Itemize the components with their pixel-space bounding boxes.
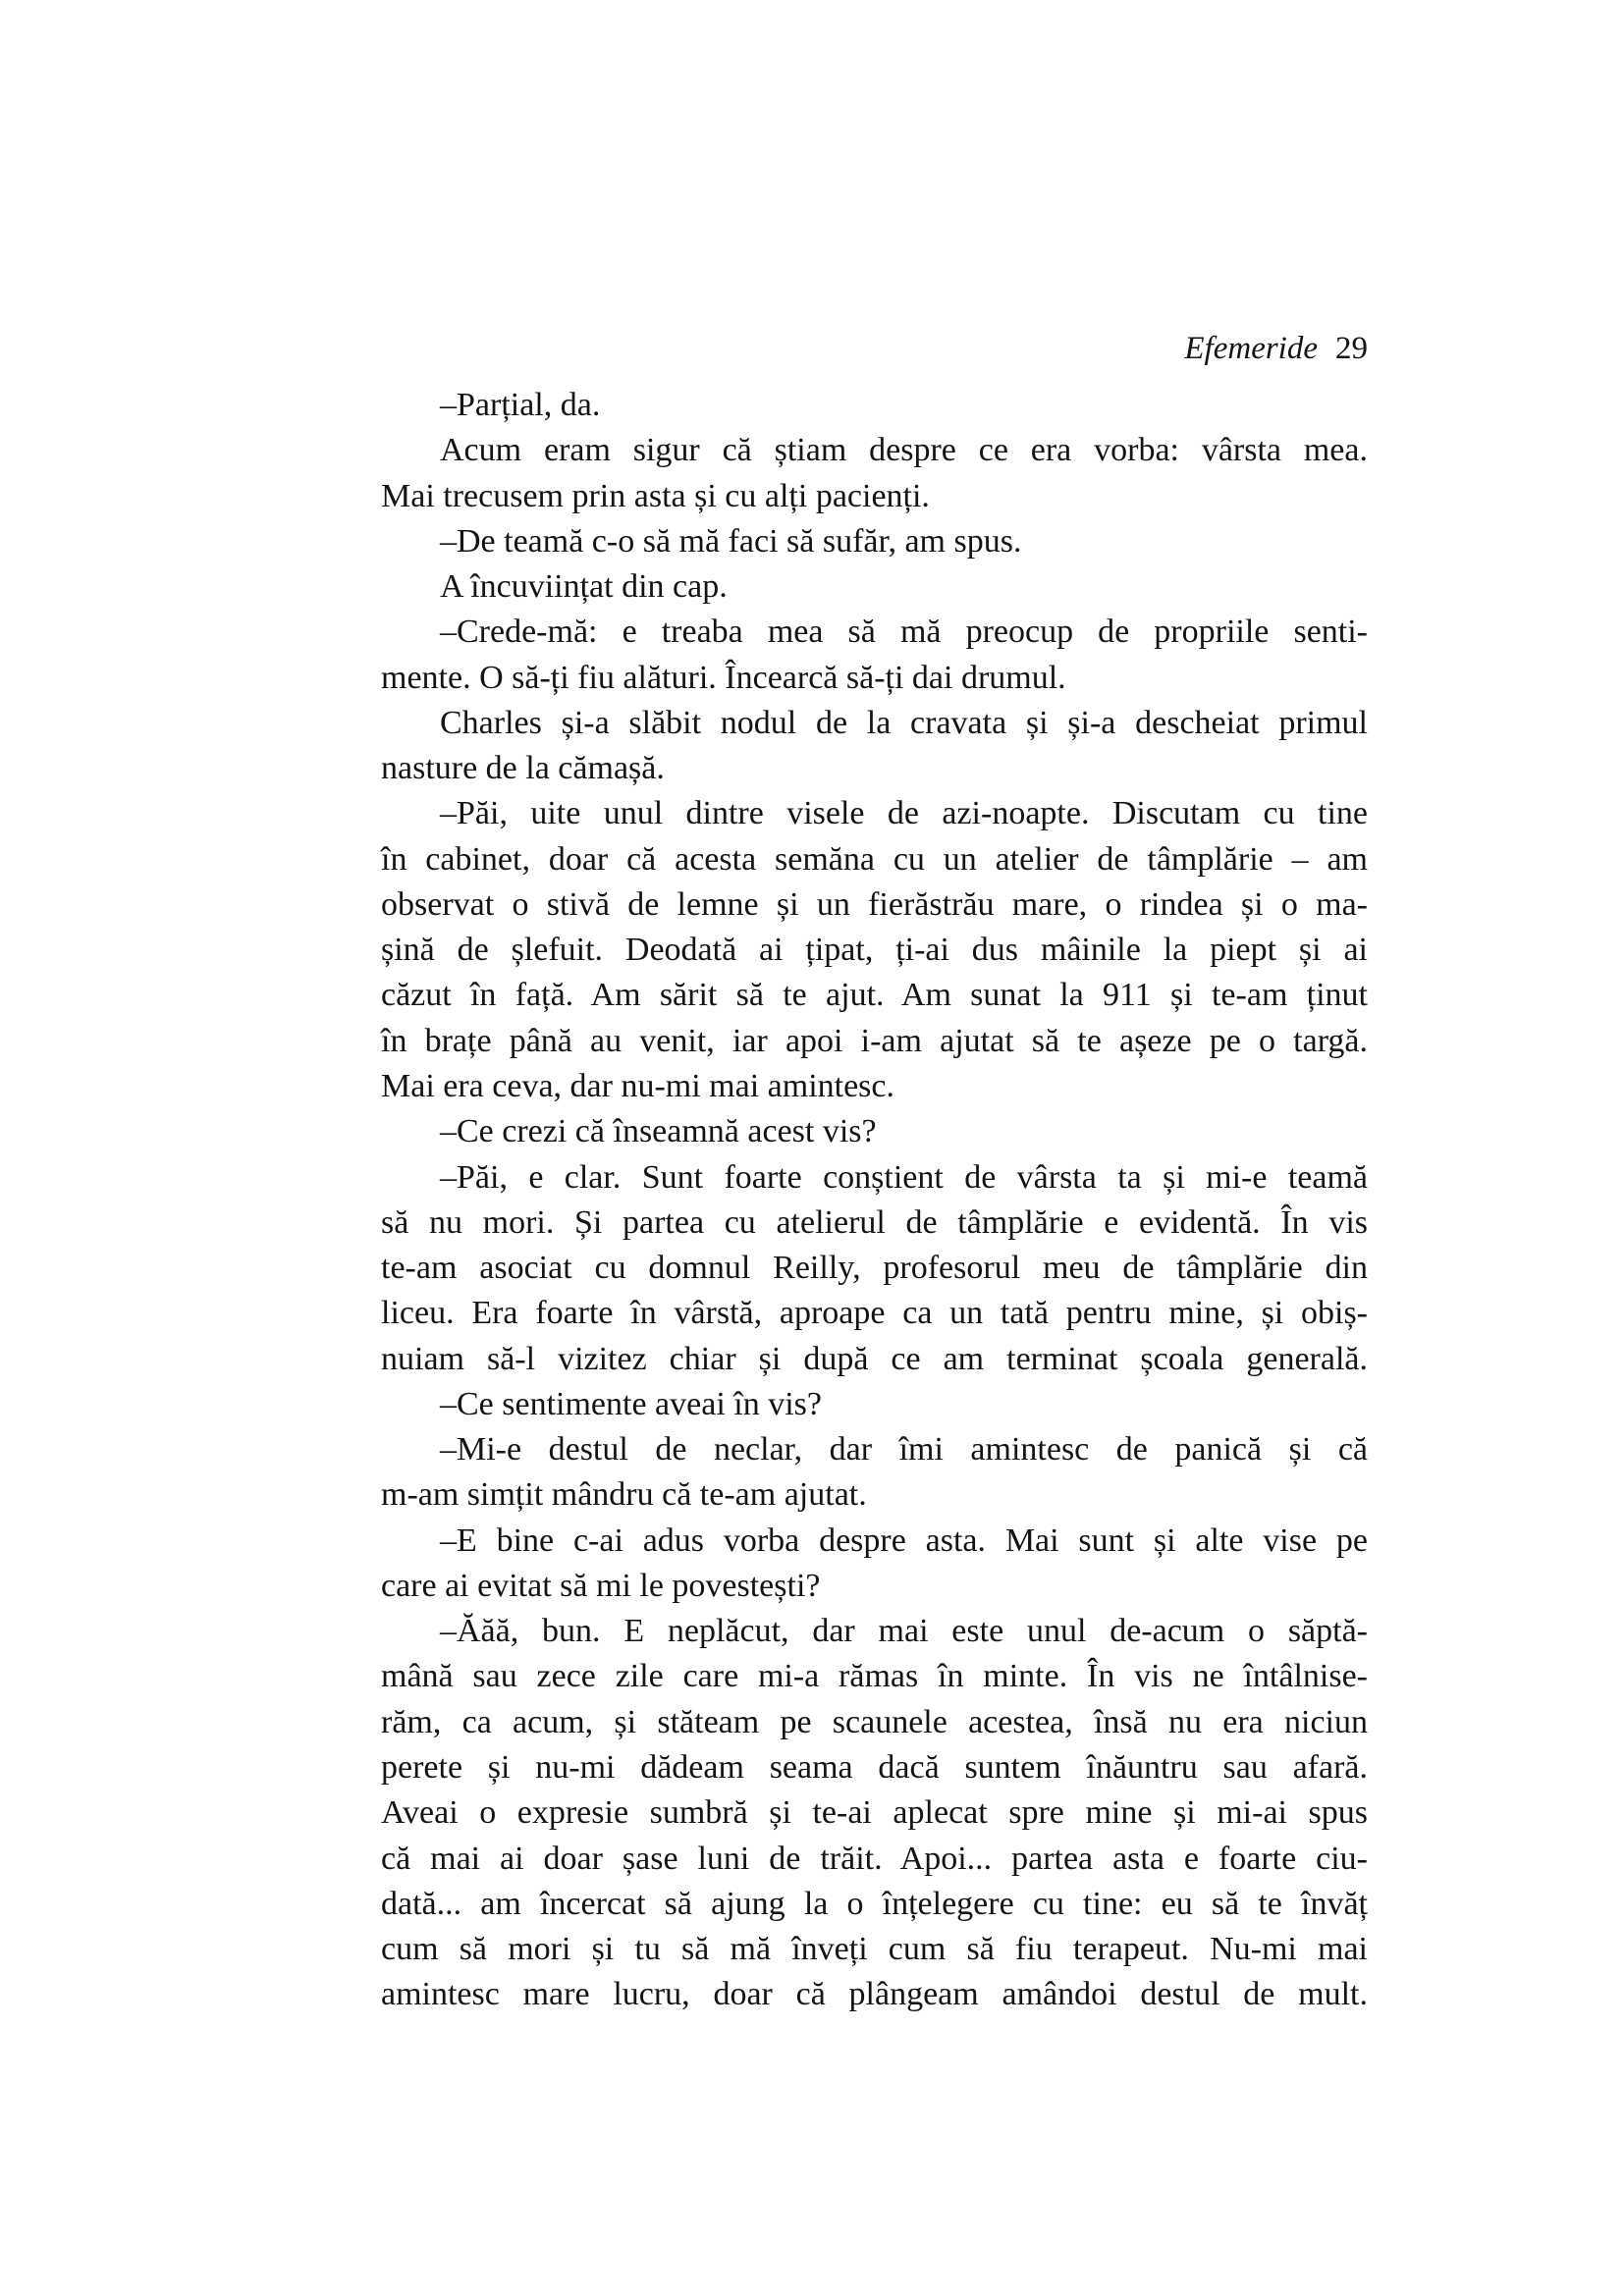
text-line: –E bine c-ai adus vorba despre asta. Mai sunt și alte vise pe [440, 1522, 1368, 1559]
text-line: nasture de la cămașă. [381, 750, 665, 787]
page-number: 29 [1335, 331, 1368, 366]
text-line: liceu. Era foarte în vârstă, aproape ca un tată pentru mine, și obiș- [381, 1295, 1368, 1332]
text-line: cum să mori și tu să mă înveți cum să fiu terapeut. Nu-mi mai [381, 1931, 1368, 1968]
text-line: –Păi, uite unul dintre visele de azi-noapte. Discutam cu tine [440, 795, 1368, 832]
text-line: dată... am încercat să ajung la o înțelegere cu tine: eu să te învăț [381, 1885, 1368, 1922]
body-text [381, 383, 1368, 2018]
text-line: –Ce sentimente aveai în vis? [440, 1385, 822, 1422]
text-line: –Ce crezi că înseamnă acest vis? [440, 1113, 877, 1150]
text-line: Aveai o expresie sumbră și te-ai aplecat spre mine și mi-ai spus [381, 1794, 1368, 1832]
text-line: Charles și-a slăbit nodul de la cravata și și-a descheiat primul [440, 704, 1368, 741]
text-line: în cabinet, doar că acesta semăna cu un atelier de tâmplărie – am [381, 840, 1368, 878]
running-head [982, 329, 1368, 368]
text-line: m-am simțit mândru că te-am ajutat. [381, 1476, 867, 1514]
text-line: perete și nu-mi dădeam seama dacă suntem înăuntru sau afară. [381, 1748, 1368, 1786]
text-line: –Crede-mă: e treaba mea să mă preocup de propriile senti- [440, 614, 1368, 651]
text-line: –Păi, e clar. Sunt foarte conștient de vârsta ta și mi-e teamă [440, 1158, 1368, 1196]
text-line: nuiam să-l vizitez chiar și după ce am terminat școala generală. [381, 1340, 1368, 1377]
text-line: mente. O să-ți fiu alături. Încearcă să-ți dai drumul. [381, 659, 1066, 696]
text-line: șină de șlefuit. Deodată ai țipat, ți-ai dus mâinile la piept și ai [381, 932, 1368, 969]
text-line: –Ăăă, bun. E neplăcut, dar mai este unul de-acum o săptă- [440, 1613, 1368, 1650]
text-line: Acum eram sigur că știam despre ce era vorba: vârsta mea. [440, 432, 1368, 469]
text-line: amintesc mare lucru, doar că plângeam amândoi destul de mult. [381, 1976, 1368, 2013]
text-line: mână sau zece zile care mi-a rămas în minte. În vis ne întâlnise- [381, 1658, 1368, 1695]
text-line: te-am asociat cu domnul Reilly, profesorul meu de tâmplărie din [381, 1250, 1368, 1287]
text-line: căzut în față. Am sărit să te ajut. Am sunat la 911 și te-am ținut [381, 977, 1368, 1014]
text-line: observat o stivă de lemne și un fierăstrău mare, o rindea și o ma- [381, 885, 1368, 923]
text-line: să nu mori. Și partea cu atelierul de tâmplărie e evidentă. În vis [381, 1203, 1368, 1241]
text-line: Mai trecusem prin asta și cu alți pacienți. [381, 477, 930, 514]
text-line: –Parțial, da. [440, 387, 601, 423]
text-line: –Mi-e destul de neclar, dar îmi amintesc de panică și că [440, 1431, 1368, 1468]
text-line: răm, ca acum, și stăteam pe scaunele acestea, însă nu era niciun [381, 1703, 1368, 1740]
text-line: A încuviințat din cap. [440, 568, 728, 606]
section-title: Efemeride [1184, 331, 1318, 366]
text-line: că mai ai doar șase luni de trăit. Apoi... partea asta e foarte ciu- [381, 1840, 1368, 1877]
text-line: în brațe până au venit, iar apoi i-am ajutat să te așeze pe o targă. [381, 1022, 1368, 1059]
text-line: Mai era ceva, dar nu-mi mai amintesc. [381, 1067, 894, 1104]
text-line: –De teamă c-o să mă faci să sufăr, am spus. [440, 522, 1022, 560]
text-line: care ai evitat să mi le povestești? [381, 1567, 821, 1604]
